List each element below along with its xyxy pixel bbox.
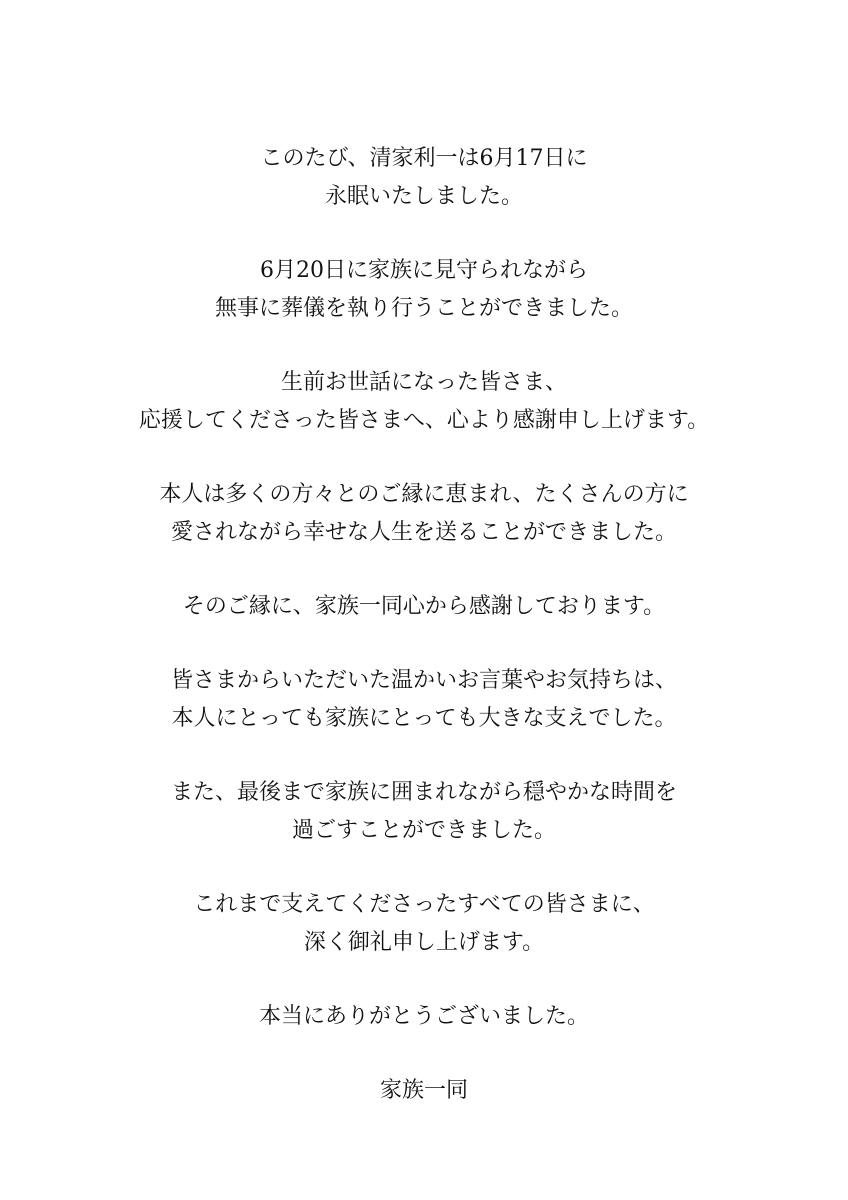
- paragraph-line: 愛されながら幸せな人生を送ることができました。: [170, 520, 677, 545]
- paragraph-line: 6月20日に家族に見守られながら: [260, 258, 588, 283]
- paragraph-line: また、最後まで家族に囲まれながら穏やかな時間を: [170, 780, 677, 805]
- paragraph-line: 本人にとっても家族にとっても大きな支えでした。: [171, 706, 677, 731]
- paragraph-line: 過ごすことができました。: [291, 818, 556, 843]
- paragraph-line: 応援してくださった皆さまへ、心より感謝申し上げます。: [138, 408, 710, 433]
- paragraph-7: [0, 774, 848, 850]
- paragraph-5: [0, 588, 848, 626]
- signature-text: 家族一同: [379, 1078, 468, 1103]
- paragraph-line: これまで支えてくださったすべての皆さまに、: [193, 892, 655, 917]
- paragraph-3: [0, 364, 848, 440]
- signature: [0, 1072, 848, 1110]
- paragraph-1: [0, 140, 848, 216]
- paragraph-2: [0, 252, 848, 328]
- letter-body: [0, 140, 848, 1146]
- paragraph-line: このたび、清家利一は6月17日に: [260, 146, 588, 171]
- paragraph-line: 深く御礼申し上げます。: [303, 930, 545, 955]
- paragraph-line: 本当にありがとうございました。: [258, 1004, 589, 1029]
- paragraph-line: 生前お世話になった皆さま、: [280, 370, 567, 395]
- paragraph-9: [0, 998, 848, 1036]
- paragraph-line: 永眠いたしました。: [324, 184, 523, 209]
- paragraph-line: 本人は多くの方々とのご縁に恵まれ、たくさんの方に: [159, 482, 689, 507]
- paragraph-line: そのご縁に、家族一同心から感謝しております。: [182, 594, 666, 619]
- paragraph-8: [0, 886, 848, 962]
- paragraph-4: [0, 476, 848, 552]
- paragraph-line: 無事に葬儀を執り行うことができました。: [214, 296, 633, 321]
- paragraph-6: [0, 662, 848, 738]
- paragraph-line: 皆さまからいただいた温かいお言葉やお気持ちは、: [170, 668, 677, 693]
